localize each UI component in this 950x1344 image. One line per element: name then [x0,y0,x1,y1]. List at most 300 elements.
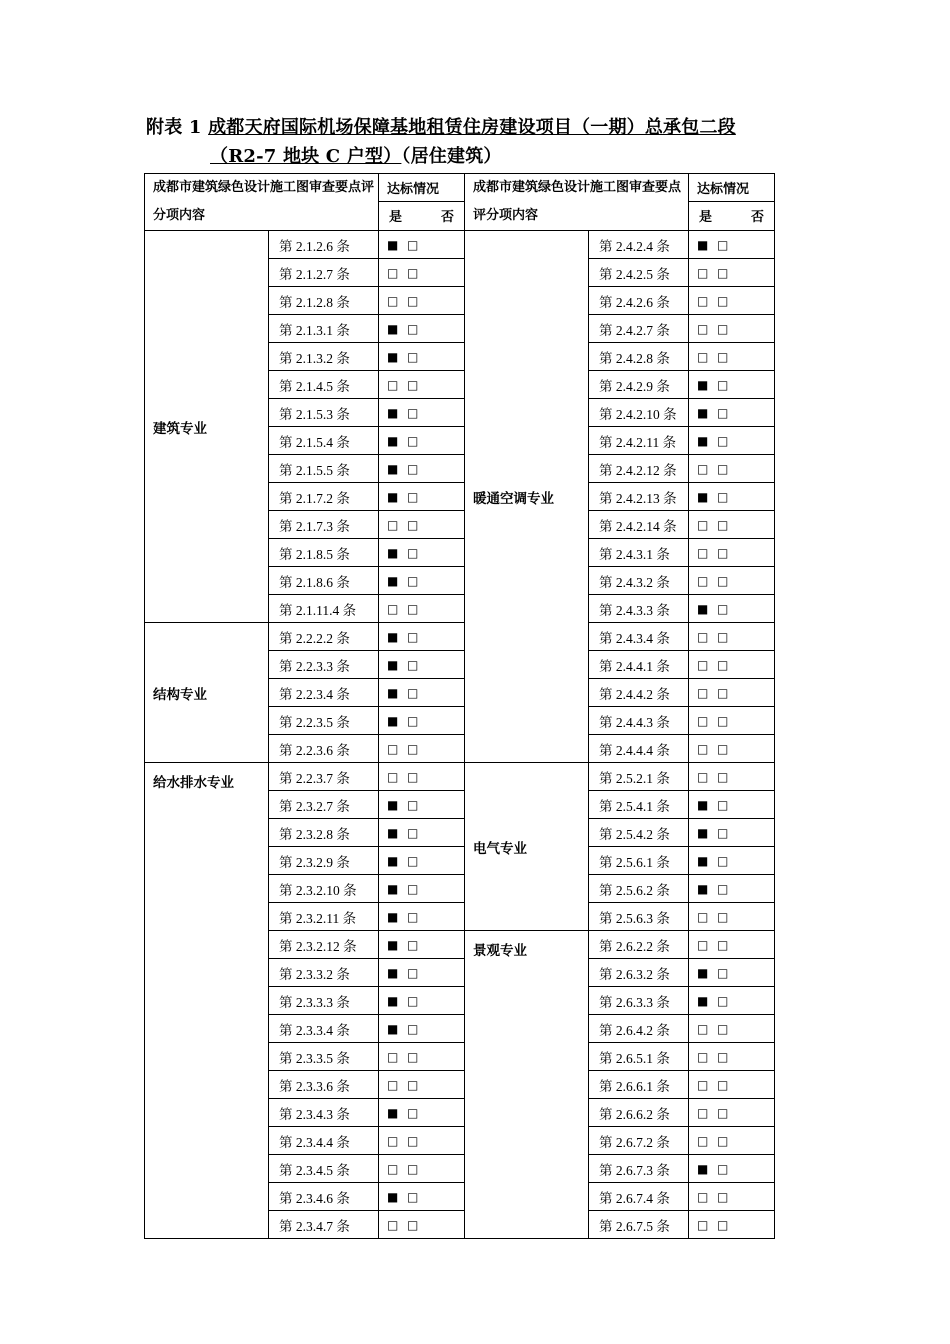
table-row [145,763,775,791]
left-item-code: 第 2.2.3.7 条 [269,763,379,791]
yes-unchecked-box: □ [387,769,399,784]
yes-unchecked-box: □ [387,1161,399,1176]
table-row [145,623,775,651]
left-item-code: 第 2.1.5.3 条 [269,399,379,427]
yes-unchecked-box: □ [387,1077,399,1092]
right-group-label: 电气专业 [465,763,589,931]
no-unchecked-box: □ [717,293,729,308]
left-item-code: 第 2.3.2.8 条 [269,819,379,847]
left-status-cell [379,763,465,791]
left-item-code: 第 2.2.2.2 条 [269,623,379,651]
no-unchecked-box: □ [407,405,419,420]
right-status-cell [689,1071,775,1099]
no-unchecked-box: □ [717,881,729,896]
left-item-code: 第 2.1.3.2 条 [269,343,379,371]
yes-unchecked-box: □ [697,909,709,924]
no-unchecked-box: □ [717,685,729,700]
yes-checked-box: ■ [387,685,399,700]
yes-unchecked-box: □ [697,349,709,364]
right-status-cell [689,427,775,455]
no-unchecked-box: □ [407,293,419,308]
yes-unchecked-box: □ [697,321,709,336]
yes-unchecked-box: □ [697,741,709,756]
no-unchecked-box: □ [717,797,729,812]
yes-checked-box: ■ [387,573,399,588]
right-item-code: 第 2.4.2.5 条 [589,259,689,287]
left-item-code: 第 2.3.2.7 条 [269,791,379,819]
yes-unchecked-box: □ [387,1049,399,1064]
no-unchecked-box: □ [407,741,419,756]
no-unchecked-box: □ [717,1077,729,1092]
no-unchecked-box: □ [717,825,729,840]
left-status-cell [379,455,465,483]
right-status-cell [689,539,775,567]
left-status-cell [379,735,465,763]
title-building-type: （居住建筑） [401,146,502,167]
no-unchecked-box: □ [407,265,419,280]
yes-checked-box: ■ [387,433,399,448]
left-item-code: 第 2.1.8.6 条 [269,567,379,595]
title-project-name: 成都天府国际机场保障基地租赁住房建设项目（一期）总承包二段 [208,117,736,138]
no-unchecked-box: □ [407,1189,419,1204]
no-unchecked-box: □ [717,321,729,336]
left-header-cell: 成都市建筑绿色设计施工图审查要点评分项内容 [145,174,379,231]
no-unchecked-box: □ [717,573,729,588]
no-unchecked-box: □ [717,545,729,560]
left-item-code: 第 2.3.2.12 条 [269,931,379,959]
right-status-cell [689,791,775,819]
no-unchecked-box: □ [407,881,419,896]
right-item-code: 第 2.5.4.2 条 [589,819,689,847]
left-item-code: 第 2.2.3.6 条 [269,735,379,763]
left-item-code: 第 2.1.4.5 条 [269,371,379,399]
no-unchecked-box: □ [717,965,729,980]
no-unchecked-box: □ [717,405,729,420]
right-status-cell [689,511,775,539]
no-unchecked-box: □ [407,769,419,784]
right-status-cell [689,259,775,287]
left-item-code: 第 2.3.4.4 条 [269,1127,379,1155]
review-table [144,173,775,1239]
left-item-code: 第 2.3.3.5 条 [269,1043,379,1071]
left-item-code: 第 2.3.3.2 条 [269,959,379,987]
yes-checked-box: ■ [697,853,709,868]
right-item-code: 第 2.6.3.2 条 [589,959,689,987]
yes-checked-box: ■ [387,1021,399,1036]
no-unchecked-box: □ [717,909,729,924]
no-unchecked-box: □ [407,937,419,952]
left-item-code: 第 2.1.3.1 条 [269,315,379,343]
left-item-code: 第 2.1.2.7 条 [269,259,379,287]
left-status-cell [379,399,465,427]
no-unchecked-box: □ [407,545,419,560]
yes-checked-box: ■ [387,797,399,812]
yes-unchecked-box: □ [697,1133,709,1148]
yes-unchecked-box: □ [387,265,399,280]
left-status-cell [379,1211,465,1239]
right-item-code: 第 2.4.2.4 条 [589,231,689,259]
no-unchecked-box: □ [407,461,419,476]
yes-checked-box: ■ [387,825,399,840]
right-item-code: 第 2.6.3.3 条 [589,987,689,1015]
no-unchecked-box: □ [717,1133,729,1148]
no-unchecked-box: □ [407,629,419,644]
left-yes-no-header [379,201,465,230]
yes-unchecked-box: □ [387,601,399,616]
left-status-cell [379,231,465,259]
left-status-cell [379,707,465,735]
yes-checked-box: ■ [387,1189,399,1204]
right-item-code: 第 2.4.4.1 条 [589,651,689,679]
right-item-code: 第 2.6.6.1 条 [589,1071,689,1099]
left-status-header: 达标情况 [379,174,465,202]
left-status-cell [379,259,465,287]
yes-unchecked-box: □ [697,937,709,952]
left-item-code: 第 2.1.2.8 条 [269,287,379,315]
no-unchecked-box: □ [717,1217,729,1232]
right-status-cell [689,707,775,735]
yes-checked-box: ■ [387,713,399,728]
no-unchecked-box: □ [717,713,729,728]
left-status-cell [379,1043,465,1071]
yes-checked-box: ■ [387,489,399,504]
right-status-cell [689,875,775,903]
left-item-code: 第 2.3.2.11 条 [269,903,379,931]
left-group-label: 建筑专业 [145,231,269,623]
title-line-2 [146,142,736,171]
no-unchecked-box: □ [407,993,419,1008]
yes-checked-box: ■ [697,881,709,896]
left-status-cell [379,343,465,371]
yes-unchecked-box: □ [697,629,709,644]
yes-checked-box: ■ [387,937,399,952]
yes-unchecked-box: □ [697,769,709,784]
right-status-cell [689,231,775,259]
right-group-label: 景观专业 [465,931,589,1239]
right-item-code: 第 2.5.4.1 条 [589,791,689,819]
no-unchecked-box: □ [717,1161,729,1176]
no-unchecked-box: □ [407,1161,419,1176]
yes-unchecked-box: □ [697,517,709,532]
yes-checked-box: ■ [697,825,709,840]
title-plot-type: （R2-7 地块 C 户型） [210,146,402,167]
left-item-code: 第 2.1.2.6 条 [269,231,379,259]
no-unchecked-box: □ [717,461,729,476]
no-unchecked-box: □ [407,601,419,616]
yes-unchecked-box: □ [697,265,709,280]
no-label: 否 [440,210,454,226]
left-status-cell [379,1155,465,1183]
yes-checked-box: ■ [387,909,399,924]
yes-unchecked-box: □ [697,293,709,308]
right-status-cell [689,959,775,987]
yes-checked-box: ■ [697,1161,709,1176]
right-status-cell [689,987,775,1015]
right-status-cell [689,483,775,511]
left-group-label: 结构专业 [145,623,269,763]
yes-unchecked-box: □ [387,741,399,756]
yes-checked-box: ■ [697,489,709,504]
left-item-code: 第 2.1.5.5 条 [269,455,379,483]
no-unchecked-box: □ [717,489,729,504]
no-unchecked-box: □ [407,965,419,980]
no-unchecked-box: □ [407,909,419,924]
table-row [145,231,775,259]
yes-label: 是 [389,210,403,226]
left-status-cell [379,1071,465,1099]
yes-unchecked-box: □ [697,1049,709,1064]
left-status-cell [379,427,465,455]
right-item-code: 第 2.4.2.14 条 [589,511,689,539]
yes-unchecked-box: □ [697,1217,709,1232]
document-title [146,113,736,171]
left-item-code: 第 2.3.3.4 条 [269,1015,379,1043]
left-status-cell [379,623,465,651]
yes-unchecked-box: □ [697,573,709,588]
no-unchecked-box: □ [407,433,419,448]
yes-unchecked-box: □ [697,545,709,560]
left-status-cell [379,931,465,959]
right-item-code: 第 2.4.4.2 条 [589,679,689,707]
right-status-cell [689,1015,775,1043]
right-item-code: 第 2.6.6.2 条 [589,1099,689,1127]
right-status-cell [689,903,775,931]
right-item-code: 第 2.4.2.11 条 [589,427,689,455]
yes-checked-box: ■ [387,657,399,672]
no-unchecked-box: □ [717,265,729,280]
yes-checked-box: ■ [387,965,399,980]
no-unchecked-box: □ [717,517,729,532]
no-unchecked-box: □ [407,489,419,504]
no-unchecked-box: □ [407,349,419,364]
right-status-cell [689,847,775,875]
left-item-code: 第 2.2.3.4 条 [269,679,379,707]
left-status-cell [379,903,465,931]
no-unchecked-box: □ [717,1189,729,1204]
right-item-code: 第 2.4.2.13 条 [589,483,689,511]
left-status-cell [379,679,465,707]
no-unchecked-box: □ [717,993,729,1008]
right-item-code: 第 2.6.4.2 条 [589,1015,689,1043]
left-status-cell [379,511,465,539]
no-unchecked-box: □ [407,1021,419,1036]
left-item-code: 第 2.3.3.3 条 [269,987,379,1015]
title-line-1 [146,113,736,142]
right-item-code: 第 2.5.6.2 条 [589,875,689,903]
yes-checked-box: ■ [387,321,399,336]
left-status-cell [379,539,465,567]
right-status-cell [689,679,775,707]
yes-checked-box: ■ [387,461,399,476]
left-item-code: 第 2.3.2.9 条 [269,847,379,875]
left-status-cell [379,651,465,679]
yes-unchecked-box: □ [697,713,709,728]
left-status-cell [379,1015,465,1043]
yes-unchecked-box: □ [387,1217,399,1232]
no-unchecked-box: □ [407,517,419,532]
right-item-code: 第 2.6.7.3 条 [589,1155,689,1183]
yes-checked-box: ■ [387,853,399,868]
left-status-cell [379,1183,465,1211]
left-item-code: 第 2.1.8.5 条 [269,539,379,567]
left-item-code: 第 2.1.7.2 条 [269,483,379,511]
yes-unchecked-box: □ [697,1021,709,1036]
no-unchecked-box: □ [407,657,419,672]
yes-checked-box: ■ [697,601,709,616]
yes-unchecked-box: □ [387,377,399,392]
yes-unchecked-box: □ [697,657,709,672]
left-item-code: 第 2.2.3.3 条 [269,651,379,679]
right-item-code: 第 2.6.5.1 条 [589,1043,689,1071]
right-status-cell [689,651,775,679]
left-item-code: 第 2.1.5.4 条 [269,427,379,455]
left-status-cell [379,959,465,987]
right-status-cell [689,735,775,763]
left-status-cell [379,987,465,1015]
no-unchecked-box: □ [717,629,729,644]
right-item-code: 第 2.4.3.3 条 [589,595,689,623]
right-status-cell [689,455,775,483]
right-item-code: 第 2.4.3.1 条 [589,539,689,567]
no-unchecked-box: □ [717,657,729,672]
right-item-code: 第 2.4.2.9 条 [589,371,689,399]
left-status-cell [379,595,465,623]
yes-checked-box: ■ [387,1105,399,1120]
yes-checked-box: ■ [387,629,399,644]
no-unchecked-box: □ [717,433,729,448]
left-item-code: 第 2.3.4.7 条 [269,1211,379,1239]
yes-checked-box: ■ [387,405,399,420]
yes-unchecked-box: □ [387,293,399,308]
right-item-code: 第 2.5.6.3 条 [589,903,689,931]
yes-unchecked-box: □ [387,1133,399,1148]
right-item-code: 第 2.6.7.4 条 [589,1183,689,1211]
left-status-cell [379,287,465,315]
yes-checked-box: ■ [387,881,399,896]
right-item-code: 第 2.5.6.1 条 [589,847,689,875]
right-group-label: 暖通空调专业 [465,231,589,763]
right-yes-no-header [689,201,775,230]
no-unchecked-box: □ [717,1105,729,1120]
header-row [145,174,775,202]
left-item-code: 第 2.3.3.6 条 [269,1071,379,1099]
yes-checked-box: ■ [697,433,709,448]
right-item-code: 第 2.5.2.1 条 [589,763,689,791]
yes-unchecked-box: □ [697,1077,709,1092]
right-item-code: 第 2.6.7.5 条 [589,1211,689,1239]
no-unchecked-box: □ [717,237,729,252]
no-unchecked-box: □ [717,349,729,364]
right-header-cell: 成都市建筑绿色设计施工图审查要点评分项内容 [465,174,689,231]
left-item-code: 第 2.3.4.6 条 [269,1183,379,1211]
right-status-header: 达标情况 [689,174,775,202]
right-status-cell [689,371,775,399]
no-unchecked-box: □ [717,937,729,952]
left-item-code: 第 2.3.4.5 条 [269,1155,379,1183]
right-status-cell [689,819,775,847]
right-status-cell [689,623,775,651]
right-status-cell [689,315,775,343]
no-unchecked-box: □ [407,377,419,392]
left-status-cell [379,875,465,903]
no-unchecked-box: □ [717,601,729,616]
no-unchecked-box: □ [717,769,729,784]
right-status-cell [689,1155,775,1183]
review-table-body [145,174,775,1239]
left-status-cell [379,791,465,819]
left-status-cell [379,483,465,511]
left-status-cell [379,371,465,399]
no-unchecked-box: □ [717,853,729,868]
left-item-code: 第 2.1.11.4 条 [269,595,379,623]
yes-checked-box: ■ [387,349,399,364]
right-status-cell [689,567,775,595]
no-unchecked-box: □ [407,713,419,728]
yes-unchecked-box: □ [697,685,709,700]
right-item-code: 第 2.4.2.10 条 [589,399,689,427]
yes-label: 是 [699,210,713,226]
no-unchecked-box: □ [407,825,419,840]
right-status-cell [689,399,775,427]
right-status-cell [689,931,775,959]
left-status-cell [379,847,465,875]
yes-checked-box: ■ [387,993,399,1008]
right-item-code: 第 2.4.2.12 条 [589,455,689,483]
right-item-code: 第 2.4.3.4 条 [589,623,689,651]
title-prefix: 附表 1 [146,117,209,138]
no-unchecked-box: □ [407,1217,419,1232]
yes-checked-box: ■ [697,797,709,812]
right-status-cell [689,763,775,791]
left-item-code: 第 2.3.2.10 条 [269,875,379,903]
left-status-cell [379,1127,465,1155]
no-unchecked-box: □ [717,1021,729,1036]
left-status-cell [379,1099,465,1127]
no-unchecked-box: □ [407,1133,419,1148]
left-item-code: 第 2.1.7.3 条 [269,511,379,539]
yes-unchecked-box: □ [387,517,399,532]
yes-unchecked-box: □ [697,1189,709,1204]
no-unchecked-box: □ [407,685,419,700]
no-unchecked-box: □ [407,1049,419,1064]
yes-unchecked-box: □ [697,461,709,476]
right-item-code: 第 2.4.3.2 条 [589,567,689,595]
yes-checked-box: ■ [697,237,709,252]
right-item-code: 第 2.4.4.4 条 [589,735,689,763]
no-unchecked-box: □ [717,741,729,756]
right-status-cell [689,595,775,623]
no-unchecked-box: □ [407,1077,419,1092]
no-unchecked-box: □ [717,1049,729,1064]
left-group-label: 给水排水专业 [145,763,269,1239]
yes-checked-box: ■ [697,405,709,420]
no-unchecked-box: □ [407,321,419,336]
left-status-cell [379,567,465,595]
yes-checked-box: ■ [697,993,709,1008]
no-unchecked-box: □ [407,237,419,252]
right-item-code: 第 2.6.7.2 条 [589,1127,689,1155]
right-status-cell [689,1043,775,1071]
yes-checked-box: ■ [387,545,399,560]
yes-checked-box: ■ [697,965,709,980]
right-item-code: 第 2.4.2.7 条 [589,315,689,343]
no-unchecked-box: □ [407,853,419,868]
yes-unchecked-box: □ [697,1105,709,1120]
no-unchecked-box: □ [407,1105,419,1120]
right-status-cell [689,1183,775,1211]
right-item-code: 第 2.4.4.3 条 [589,707,689,735]
right-item-code: 第 2.6.2.2 条 [589,931,689,959]
